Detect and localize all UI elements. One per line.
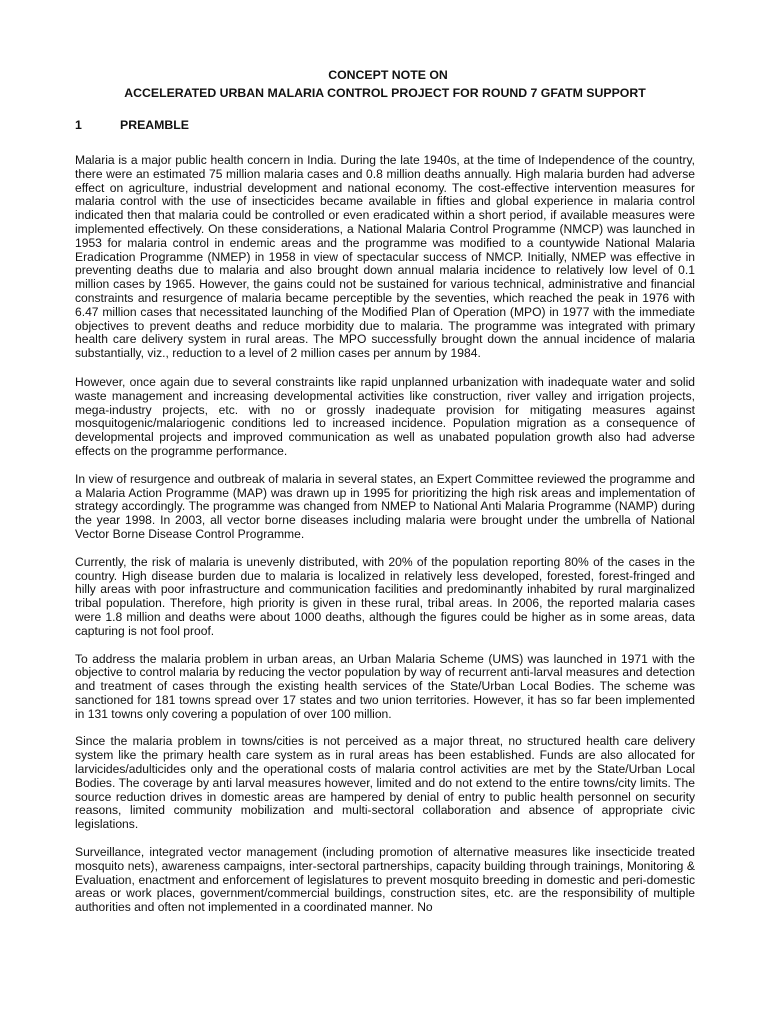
- paragraph-7: Surveillance, integrated vector management (including promotion of alternative measures like insecticide treated mosquito nets), awareness campaigns, inter-sectoral partnerships, capacity building through trainings, Monitoring & Evaluation, enactment and enforcement of legislatures to prevent mosquito breeding in domestic and peri-domestic areas or work places, government/commercial buildings, construction sites, etc. are the responsibility of multiple authorities and often not implemented in a coordinated manner. No: [75, 845, 695, 915]
- document-title-line-1: CONCEPT NOTE ON: [328, 68, 448, 82]
- paragraph-1: Malaria is a major public health concern in India. During the late 1940s, at the time of Independence of the country, there were an estimated 75 million malaria cases and 0.8 million deaths annually. High malaria burden had adverse effect on agriculture, industrial development and national economy. The cost-effective intervention measures for malaria control with the use of insecticides became available in fifties and global experience in malaria control indicated then that malaria could be controlled or even eradicated within a short period, if available measures were implemented effectively. On these considerations, a National Malaria Control Programme (NMCP) was launched in 1953 for malaria control in endemic areas and the programme was modified to a countywide National Malaria Eradication Programme (NMEP) in 1958 in view of spectacular success of NMCP. Initially, NMEP was effective in preventing deaths due to malaria and also brought down annual malaria incidence to relatively low level of 0.1 million cases by 1965. However, the gains could not be sustained for various technical, administrative and financial constraints and resurgence of malaria became perceptible by the seventies, which reached the peak in 1976 with 6.47 million cases that necessitated launching of the Modified Plan of Operation (MPO) in 1977 with the immediate objectives to prevent deaths and reduce morbidity due to malaria. The programme was integrated with primary health care delivery system in rural areas. The MPO successfully brought down the annual incidence of malaria substantially, viz., reduction to a level of 2 million cases per annum by 1984.: [75, 153, 695, 361]
- paragraph-5: To address the malaria problem in urban areas, an Urban Malaria Scheme (UMS) was launched in 1971 with the objective to control malaria by reducing the vector population by way of recurrent anti-larval measures and detection and treatment of cases through the existing health services of the State/Urban Local Bodies. The scheme was sanctioned for 181 towns spread over 17 states and two union territories. However, it has so far been implemented in 131 towns only covering a population of over 100 million.: [75, 651, 695, 721]
- document-title-line-2: ACCELERATED URBAN MALARIA CONTROL PROJECT FOR ROUND 7 GFATM SUPPORT: [124, 86, 646, 100]
- paragraph-6: Since the malaria problem in towns/cities is not perceived as a major threat, no structured health care delivery system like the primary health care system as in rural areas has been established. Funds are also allocated for larvicides/adulticides only and the operational costs of malaria control activities are met by the State/Urban Local Bodies. The coverage by anti larval measures however, limited and do not extend to the entire towns/city limits. The source reduction drives in domestic areas are hampered by denial of entry to public health personnel on security reasons, limited community mobilization and multi-sectoral collaboration and absence of appropriate civic legislations.: [75, 734, 695, 832]
- section-title: PREAMBLE: [120, 118, 190, 132]
- paragraph-4: Currently, the risk of malaria is unevenly distributed, with 20% of the population reporting 80% of the cases in the country. High disease burden due to malaria is localized in relatively less developed, forested, forest-fringed and hilly areas with poor infrastructure and communication facilities and predominantly inhabited by rural marginalized tribal population. Therefore, high priority is given in these rural, tribal areas. In 2006, the reported malaria cases were 1.8 million and deaths were about 1000 deaths, although the figures could be higher as in some areas, data capturing is not fool proof.: [75, 554, 695, 638]
- section-number: 1: [75, 118, 82, 132]
- document-page: [75, 66, 695, 915]
- paragraph-3: In view of resurgence and outbreak of malaria in several states, an Expert Committee reviewed the programme and a Malaria Action Programme (MAP) was drawn up in 1995 for prioritizing the high risk areas and implementation of strategy accordingly. The programme was changed from NMEP to National Anti Malaria Programme (NAMP) during the year 1998. In 2003, all vector borne diseases including malaria were brought under the umbrella of National Vector Borne Disease Control Programme.: [75, 471, 695, 541]
- paragraph-2: However, once again due to several constraints like rapid unplanned urbanization with inadequate water and solid waste management and increasing developmental activities like construction, river valley and irrigation projects, mega-industry projects, etc. with no or grossly inadequate provision for mitigating measures against mosquitogenic/malariogenic conditions led to increased incidence. Population migration as a consequence of developmental projects and improved communication as well as unabated population growth also had adverse effects on the programme performance.: [75, 374, 695, 458]
- section-heading: [75, 116, 695, 134]
